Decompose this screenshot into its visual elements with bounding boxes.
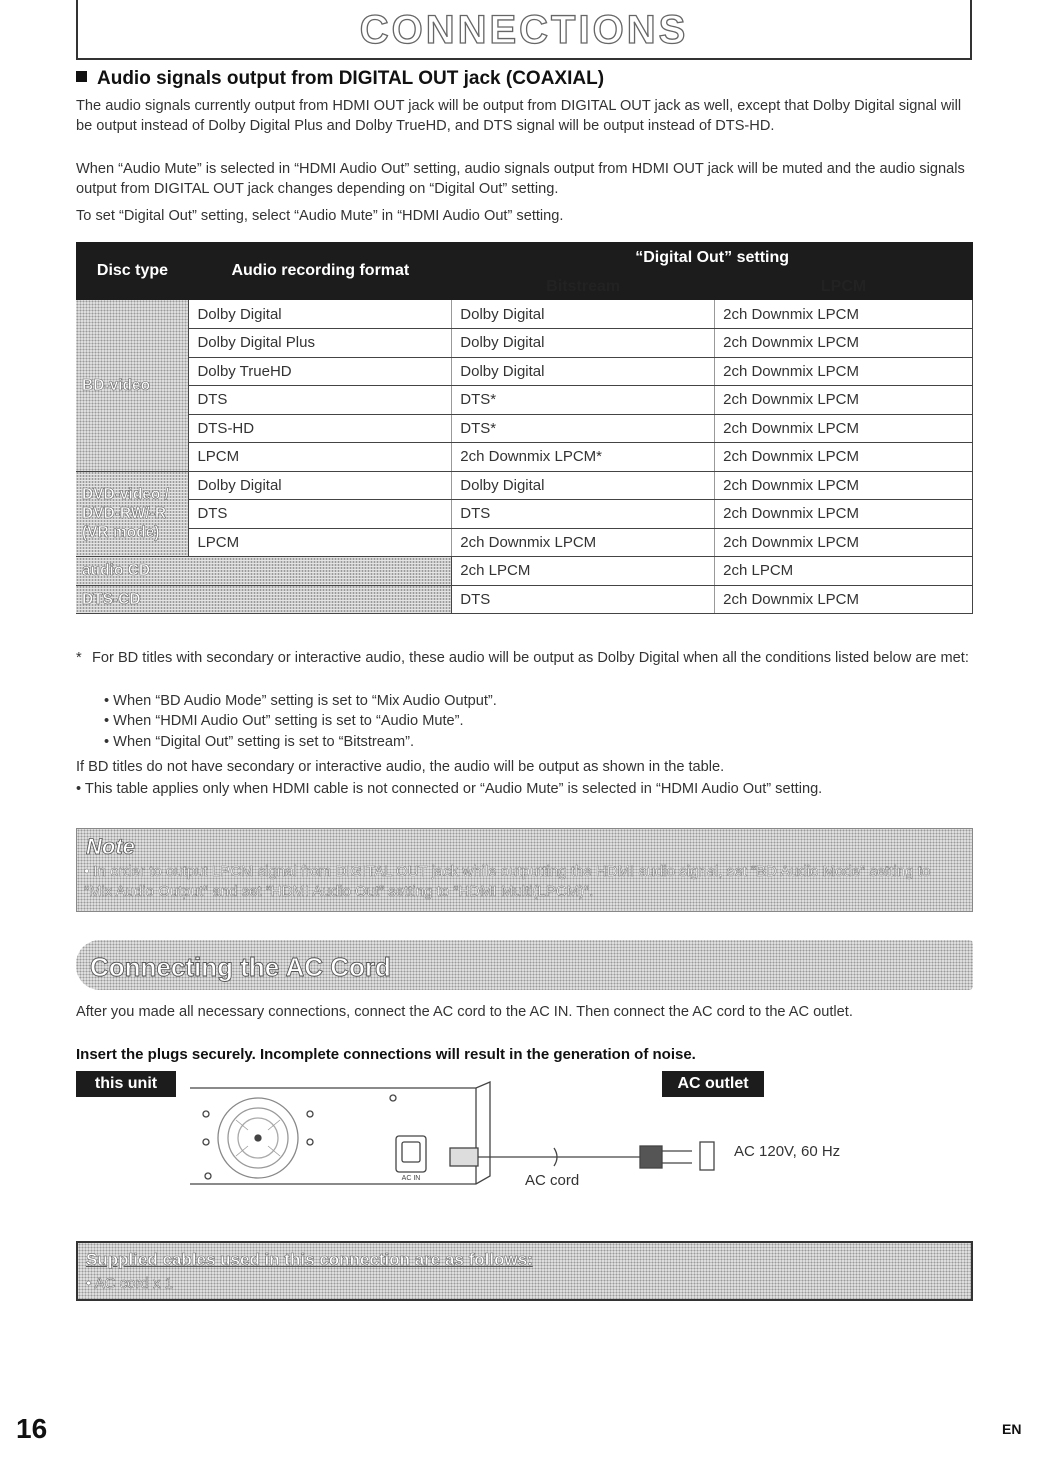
table-row — [76, 471, 973, 500]
bitstream-cell: Dolby Digital — [452, 329, 715, 358]
lpcm-cell: 2ch Downmix LPCM — [715, 500, 973, 529]
footnote-bullet: • When “HDMI Audio Out” setting is set to “Audio Mute”. — [104, 713, 464, 729]
label-this-unit: this unit — [76, 1071, 176, 1097]
label-ac-outlet: AC outlet — [662, 1071, 764, 1097]
col-disc-type: Disc type — [76, 242, 189, 300]
bitstream-cell: Dolby Digital — [452, 300, 715, 329]
bitstream-cell: 2ch LPCM — [452, 557, 715, 586]
table-row — [76, 443, 973, 472]
ac-warning: Insert the plugs securely. Incomplete connections will result in the generation of noise. — [76, 1046, 696, 1063]
lpcm-cell: 2ch Downmix LPCM — [715, 414, 973, 443]
bitstream-cell: Dolby Digital — [452, 471, 715, 500]
ac-in-jack-label: AC IN — [401, 1175, 421, 1182]
col-audio-format: Audio recording format — [189, 242, 452, 300]
square-bullet-icon — [76, 71, 87, 82]
format-cell: DTS — [189, 386, 452, 415]
format-cell: DTS — [189, 500, 452, 529]
unit-body-outline — [190, 1082, 490, 1184]
setting-paragraph: To set “Digital Out” setting, select “Audio Mute” in “HDMI Audio Out” setting. — [76, 208, 564, 224]
ac-heading: Connecting the AC Cord — [90, 952, 391, 982]
lpcm-cell: 2ch Downmix LPCM — [715, 329, 973, 358]
col-bitstream: Bitstream — [452, 273, 715, 300]
ac-paragraph: After you made all necessary connections, connect the AC cord to the AC IN. Then connect the AC cord to the AC outlet. — [76, 1004, 853, 1020]
table-row — [76, 386, 973, 415]
supplied-title: Supplied cables used in this connection are as follows: — [86, 1250, 533, 1269]
disc-dts-cd: DTS-CD — [76, 585, 452, 614]
ac-cord-label: AC cord — [525, 1172, 580, 1189]
intro-paragraph: The audio signals currently output from HDMI OUT jack will be output from DIGITAL OUT jack as well, except that Dolby Digital signal will be output instead of Dolby Digital Plus and Dolby TrueHD, and DTS signal will be output instead of DTS-HD. — [76, 98, 962, 134]
format-cell: DTS-HD — [189, 414, 452, 443]
section-heading — [76, 68, 604, 90]
format-cell: Dolby TrueHD — [189, 357, 452, 386]
language-code: EN — [1002, 1421, 1022, 1437]
footnote-applies: • This table applies only when HDMI cable is not connected or “Audio Mute” is selected in “HDMI Audio Out” setting. — [76, 781, 823, 797]
footnote-text: For BD titles with secondary or interactive audio, these audio will be output as Dolby Digital when all the conditions listed below are met: — [92, 650, 969, 666]
lpcm-cell: 2ch Downmix LPCM — [715, 585, 973, 614]
bitstream-cell: 2ch Downmix LPCM — [452, 528, 715, 557]
table-row — [76, 500, 973, 529]
note-text: • In order to output LPCM signal from DIGITAL OUT jack while outputting the HDMI audio signal, set “BD Audio Mode” setting to “Mix Audio Output” and set “HDMI Audio Out” setting to “HDMI Multi(LPCM)”. — [84, 863, 931, 900]
lpcm-cell: 2ch LPCM — [715, 557, 973, 586]
footnote-mark: * — [76, 650, 82, 666]
bitstream-cell: DTS* — [452, 386, 715, 415]
disc-audio-cd: audio CD — [76, 557, 452, 586]
footnote-bullet: • When “Digital Out” setting is set to “Bitstream”. — [104, 734, 415, 750]
disc-bd-video: BD-video — [76, 300, 189, 471]
lpcm-cell: 2ch Downmix LPCM — [715, 443, 973, 472]
ac-connection-diagram — [180, 1080, 740, 1200]
lpcm-cell: 2ch Downmix LPCM — [715, 528, 973, 557]
format-cell: LPCM — [189, 528, 452, 557]
footnote-after: If BD titles do not have secondary or interactive audio, the audio will be output as shown in the table. — [76, 759, 725, 775]
format-cell: Dolby Digital — [189, 300, 452, 329]
mute-paragraph: When “Audio Mute” is selected in “HDMI Audio Out” setting, audio signals output from HDMI OUT jack will be muted and the audio signals output from DIGITAL OUT jack changes depending on “Digital Out” setting. — [76, 161, 965, 197]
page-number: 16 — [16, 1413, 48, 1444]
lpcm-cell: 2ch Downmix LPCM — [715, 300, 973, 329]
table-row — [76, 357, 973, 386]
lpcm-cell: 2ch Downmix LPCM — [715, 386, 973, 415]
footnote-bullet: • When “BD Audio Mode” setting is set to “Mix Audio Output”. — [104, 693, 497, 709]
section-heading-text: Audio signals output from DIGITAL OUT jack (COAXIAL) — [97, 68, 605, 89]
bitstream-cell: DTS — [452, 500, 715, 529]
table-row — [76, 528, 973, 557]
bitstream-cell: 2ch Downmix LPCM* — [452, 443, 715, 472]
format-cell: Dolby Digital Plus — [189, 329, 452, 358]
note-title: Note — [86, 834, 135, 859]
page-title: CONNECTIONS — [359, 8, 689, 52]
bitstream-cell: Dolby Digital — [452, 357, 715, 386]
digital-out-table — [76, 242, 973, 614]
col-digital-out-setting: “Digital Out” setting — [452, 242, 973, 273]
lpcm-cell: 2ch Downmix LPCM — [715, 357, 973, 386]
ac-spec: AC 120V, 60 Hz — [734, 1143, 841, 1160]
col-lpcm: LPCM — [715, 273, 973, 300]
bitstream-cell: DTS* — [452, 414, 715, 443]
table-row — [76, 585, 973, 614]
bitstream-cell: DTS — [452, 585, 715, 614]
format-cell: LPCM — [189, 443, 452, 472]
format-cell: Dolby Digital — [189, 471, 452, 500]
table-row — [76, 300, 973, 329]
supplied-item: • AC cord x 1 — [86, 1275, 173, 1292]
table-row — [76, 557, 973, 586]
lpcm-cell: 2ch Downmix LPCM — [715, 471, 973, 500]
table-row — [76, 329, 973, 358]
table-row — [76, 414, 973, 443]
disc-dvd-video: DVD-video / DVD-RW/-R (VR mode) — [76, 471, 189, 557]
